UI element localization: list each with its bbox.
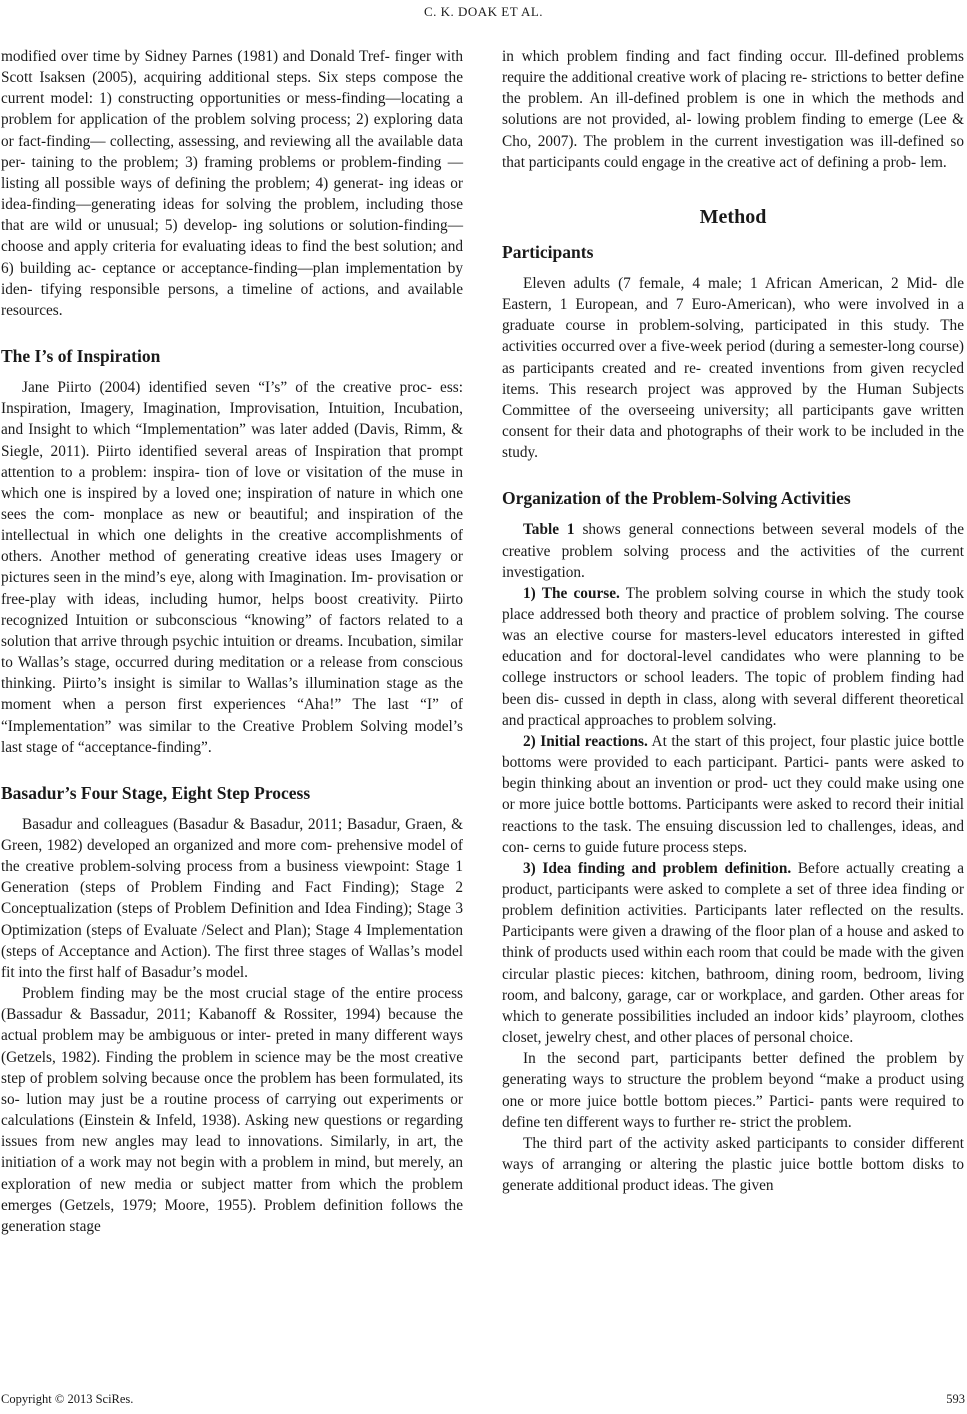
paragraph	[502, 583, 964, 731]
paragraph-text: The problem solving course in which the study took place addressed both theory and practice of problem solving. The course was an elective course for masters-level educators interested in gifted education and for doctoral-level candidates who were planning to be college instructors or school leaders. The topic of problem finding had been dis- cussed in depth in class, along with several different theoretical and practical approaches to problem solving.	[502, 584, 964, 729]
paragraph: modified over time by Sidney Parnes (1981) and Donald Tref- finger with Scott Isaksen (2005), acquiring additional steps. Six steps compose the current model: 1) constructing opportunities or mess-finding—locating a problem for application of the problem solving process; 2) exploring data or fact-finding— collecting, assessing, and reviewing all the available data per- taining to the problem; 3) framing problems or problem-finding —listing all possible ways of defining the problem; 4) generat- ing ideas or idea-finding—generating ideas for solving the problem, including those that are wild or unusual; 5) develop- ing solutions or solution-finding—choose and apply criteria for evaluating ideas to find the best solution; and 6) building ac- ceptance or acceptance-finding—plan implementation by iden- tifying responsible persons, a timeline of actions, and available resources.	[1, 48, 463, 319]
paragraph: in which problem finding and fact finding occur. Ill-defined problems require the additional creative work of placing re- strictions to better define the problem. An ill-defined problem is one in which the methods and solutions are not provided, al- lowing problem finding to emerge (Lee & Cho, 2007). The problem in the current investigation was ill-defined so that participants could engage in the creative act of defining a prob- lem.	[502, 48, 964, 171]
paragraph	[502, 519, 964, 582]
section-heading-method: Method	[699, 205, 767, 228]
running-head: C. K. DOAK ET AL.	[423, 4, 544, 19]
run-in-heading-initial-reactions: 2) Initial reactions.	[523, 732, 648, 750]
paragraph	[502, 858, 964, 1048]
run-in-heading-course: 1) The course.	[523, 584, 620, 602]
paragraph	[502, 731, 964, 858]
section-heading-basadur: Basadur’s Four Stage, Eight Step Process	[1, 782, 311, 803]
paragraph: In the second part, participants better defined the problem by generating ways to structure the problem beyond “make a product using one or more juice bottle bottom pieces.” Partici- pants were required to define ten different ways to further re- strict the problem.	[502, 1050, 964, 1131]
copyright-notice: Copyright © 2013 SciRes.	[1, 1392, 134, 1406]
paragraph: Eleven adults (7 female, 4 male; 1 African American, 2 Mid- dle Eastern, 1 European, and 7 Euro-American), who were involved in a graduate course in problem-solving, participated in this study. The activities occurred over a five-week period (during a semester-long course) as participants created and re- created inventions from given recycled items. This research project was approved by the Human Subjects Committee of the overseeing university; all participants gave written consent for their data and photographs of their work to be included in the study.	[502, 274, 964, 462]
paragraph-text: Before actually creating a product, participants were asked to complete a set of three idea finding or problem definition activities. Participants later reflected on the results. Participants were given a drawing of the floor plan of a house and asked to think of products used within each room that could be made with the given circular plastic pieces: kitchen, bathroom, dining room, bedroom, living room, and balcony, garage, car or workplace, and garden. Other areas for which to generate possibilities included an indoor kids’ playroom, clothes closet, jewelry chest, and other places of personal choice.	[502, 859, 964, 1047]
left-column	[1, 46, 463, 1237]
subsection-heading-participants: Participants	[502, 241, 594, 262]
paragraph: Basadur and colleagues (Basadur & Basadur, 2011; Basadur, Graen, & Green, 1982) developed an organized and more com- prehensive model of the creative problem-solving process from a business viewpoint: Stage 1 Generation (steps of Problem Finding and Fact Finding); Stage 2 Conceptualization (steps of Problem Definition and Idea Finding); Stage 3 Optimization (steps of Evaluate /Select and Plan); Stage 4 Implementation (steps of Acceptance and Action). The first three stages of Wallas’s model fit into the first half of Basadur’s model.	[1, 815, 463, 981]
subsection-heading-organization: Organization of the Problem-Solving Activities	[502, 488, 851, 509]
section-heading-inspiration: The I’s of Inspiration	[1, 346, 161, 367]
paragraph: The third part of the activity asked participants to consider different ways of arranging or altering the plastic juice bottle bottom disks to generate additional product ideas. The given	[502, 1134, 964, 1195]
page-number: 593	[946, 1392, 965, 1406]
paragraph: Jane Piirto (2004) identified seven “I’s” of the creative proc- ess: Inspiration, Imagery, Imagination, Improvisation, Intuition, Incubation, and Insight to which “Implementation” was later added (Davis, Rimm, & Siegle, 2011). Piirto identified several areas of Inspiration that prompt attention to a problem: inspira- tion of love or visitation of the muse in which one is inspired by a loved one; inspiration of nature in which one sees the com- monplace as new or beautiful; and inspiration of the intellectual in which one delights in the creative accomplishments of others. Another method of generating creative ideas uses Imagery or pictures seen in the mind’s eye, along with Imagination. Im- provisation or free-play with ideas, including humor, helps boost creativity. Piirto recognized Intuition or subconscious “knowing” of factors related to a solution that arrive through psychic intuition or dreams. Incubation, similar to Wallas’s stage, occurred during meditation or a release from conscious thinking. Piirto’s insight is similar to Wallas’s illumination stage as the moment when a person first experiences “Aha!” The last “I” of “Implementation” was similar to the Creative Problem Solving model’s last stage of “acceptance-finding”.	[1, 379, 463, 756]
paragraph-text: shows general connections between several models of the creative problem solving process and the activities of the current investigation.	[502, 521, 964, 581]
paragraph: Problem finding may be the most crucial stage of the entire process (Bassadur & Bassadur, 2011; Kabanoff & Rossiter, 1994) because the actual problem may be ambiguous or inter- preted in many different ways (Getzels, 1982). Finding the problem in science may be the most creative step of problem solving because once the problem has been formulated, its so- lution may just be a routine process of carrying out experiments or calculations (Einstein & Infeld, 1938). Asking new questions or regarding issues from new angles may lead to innovations. Similarly, in art, the initiation of a work may not begin with a problem in mind, but merely, an exploration of new media or subject matter from which the problem emerges (Getzels, 1979; Moore, 1955). Problem definition follows the generation stage	[1, 985, 463, 1235]
run-in-heading-idea-finding: 3) Idea finding and problem definition.	[523, 859, 792, 877]
table-reference: Table 1	[523, 521, 575, 539]
right-column	[502, 46, 964, 1196]
paragraph-text: At the start of this project, four plastic juice bottle bottoms were provided to each participant. Partici- pants were asked to begin thinking about an invention or prod- uct they could make using one or more juice bottle bottoms. Participants were asked to record their initial reactions to the task. The ensuing discussion led to challenges, ideas, and con- cerns to guide future process steps.	[502, 732, 964, 856]
